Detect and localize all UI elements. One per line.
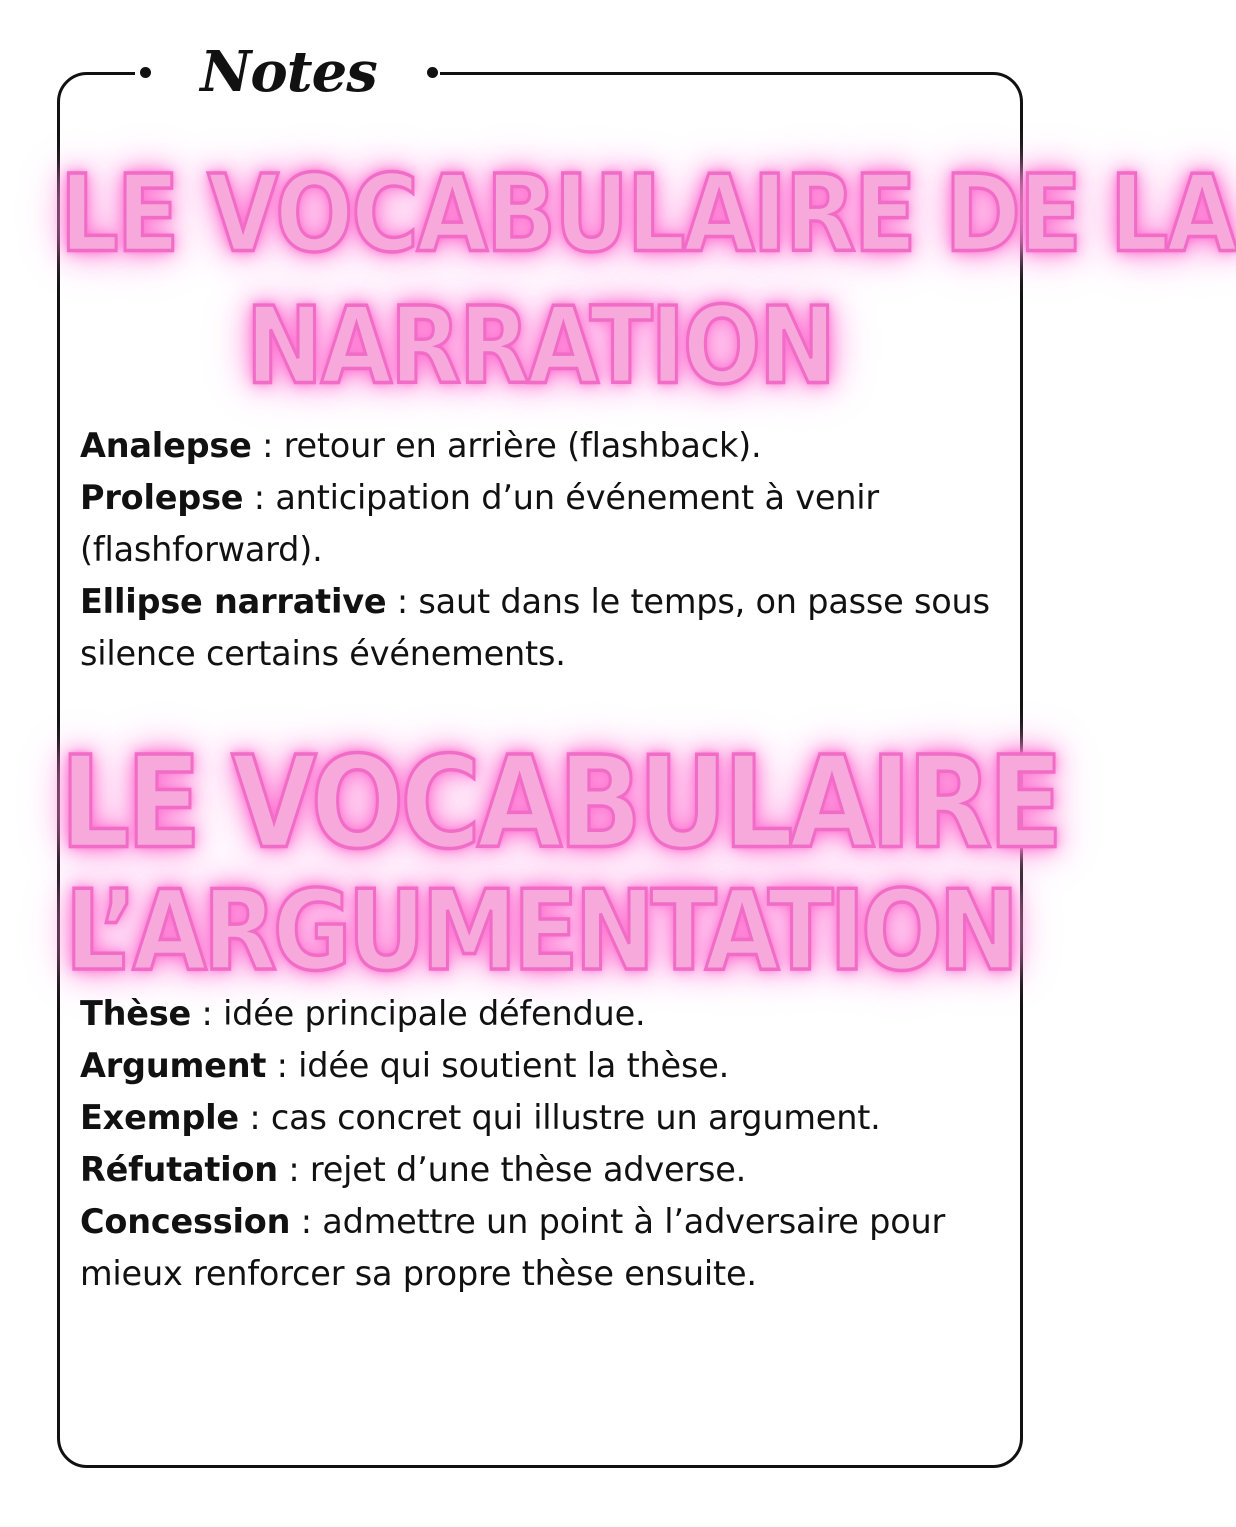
definition-text: retour en arrière (flashback). — [283, 426, 762, 465]
definition-text: rejet d’une thèse adverse. — [309, 1150, 747, 1189]
definition-item — [80, 1040, 1015, 1092]
definition-separator: : — [243, 478, 276, 517]
definition-item — [80, 1092, 1015, 1144]
definition-item — [80, 1196, 1015, 1300]
definition-term: Analepse — [80, 426, 252, 465]
definition-list-narration — [80, 420, 1015, 680]
definition-separator: : — [277, 1150, 310, 1189]
definition-text: idée qui soutient la thèse. — [298, 1046, 730, 1085]
header-right-dot — [427, 67, 438, 78]
definition-text: anticipation d’un événement à venir (flashforward). — [80, 478, 879, 569]
definition-item — [80, 472, 1015, 576]
definition-item — [80, 988, 1015, 1040]
definition-separator: : — [266, 1046, 299, 1085]
section-heading-narration — [60, 149, 1236, 413]
heading-line: L’ARGUMENTATION — [64, 867, 1015, 996]
definition-separator: : — [386, 582, 419, 621]
definition-term: Concession — [80, 1202, 291, 1241]
definition-term: Réfutation — [80, 1150, 278, 1189]
heading-line: NARRATION — [245, 285, 835, 409]
definition-text: idée principale défendue. — [223, 994, 646, 1033]
definition-separator: : — [238, 1098, 271, 1137]
definition-text: saut dans le temps, on passe sous silence certains événements. — [80, 582, 990, 673]
definition-term: Exemple — [80, 1098, 239, 1137]
section-heading-argumentation — [60, 729, 1060, 996]
heading-line: LE VOCABULAIRE — [60, 729, 1060, 878]
definition-item — [80, 576, 1015, 680]
definition-term: Thèse — [80, 994, 192, 1033]
definition-text: admettre un point à l’adversaire pour mieux renforcer sa propre thèse ensuite. — [80, 1202, 946, 1293]
definition-term: Argument — [80, 1046, 267, 1085]
definition-term: Prolepse — [80, 478, 244, 517]
definition-term: Ellipse narrative — [80, 582, 387, 621]
header-left-dot — [140, 67, 151, 78]
definition-item — [80, 1144, 1015, 1196]
definition-separator: : — [290, 1202, 323, 1241]
heading-line: LE VOCABULAIRE DE LA — [60, 153, 1236, 277]
definition-separator: : — [191, 994, 224, 1033]
definition-item — [80, 420, 1015, 472]
notes-title: Notes — [200, 39, 377, 105]
definition-list-argumentation — [80, 988, 1015, 1300]
definition-text: cas concret qui illustre un argument. — [270, 1098, 881, 1137]
definition-separator: : — [251, 426, 284, 465]
